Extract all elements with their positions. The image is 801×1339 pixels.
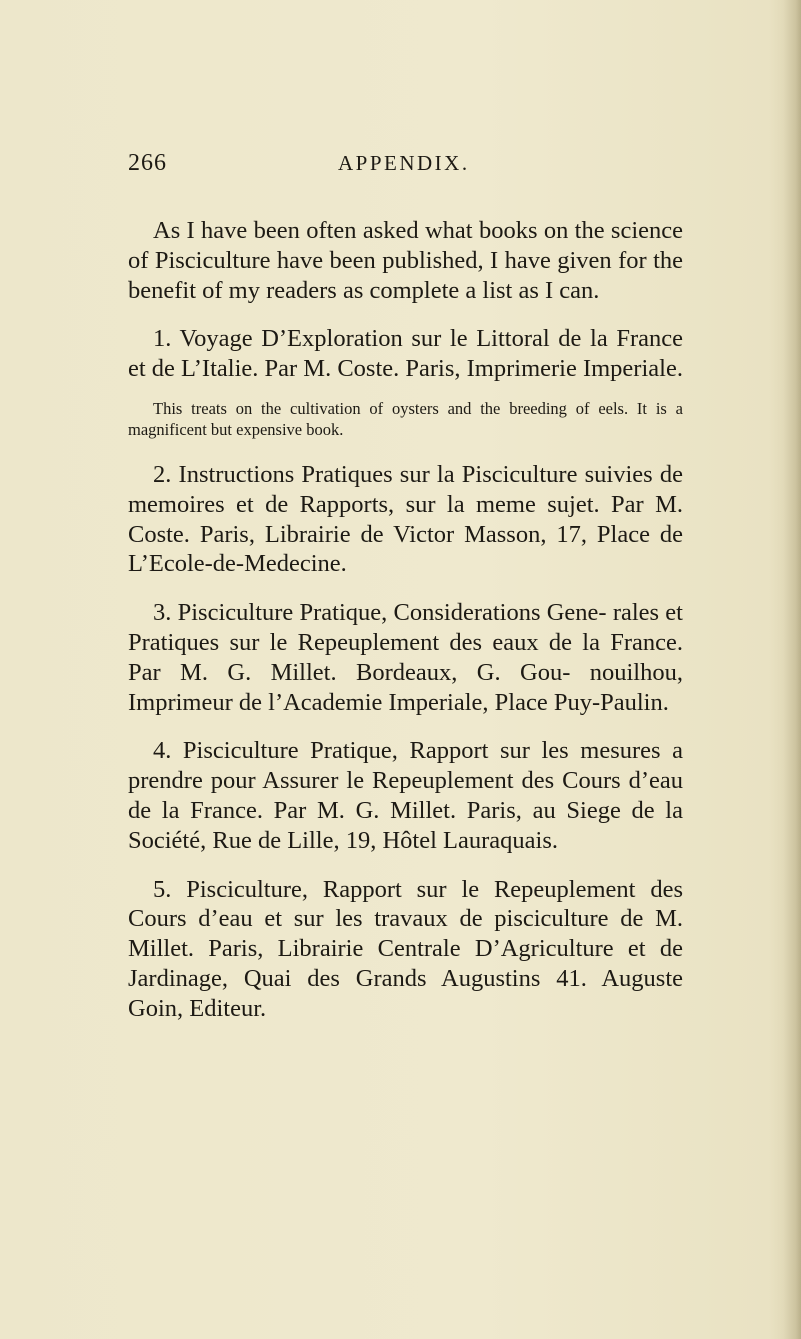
entry-5: 5. Pisciculture, Rapport sur le Repeuplement des Cours d’eau et sur les travaux de pisciculture de M. Millet. Paris, Librairie Centrale D’Agriculture et de Jardinage, Quai des Grands Augustins 41. Auguste Goin, Editeur. [128,875,683,1022]
page-header [128,150,688,180]
entry-4: 4. Pisciculture Pratique, Rapport sur les mesures a prendre pour Assurer le Repeuplement des Cours d’eau de la France. Par M. G. Millet. Paris, au Siege de la Société, Rue de Lille, 19, Hôtel Lauraquais. [128,737,683,854]
entry-3: 3. Pisciculture Pratique, Considerations Gene- rales et Pratiques sur le Repeuplement des eaux de la France. Par M. G. Millet. Bordeaux, G. Gou- nouilhou, Imprimeur de l’Academie Imperiale, Place Puy-Paulin. [128,599,683,716]
page-edge-shadow [783,0,801,1339]
page-body [128,216,683,1024]
page-number: 266 [128,150,167,176]
entry-1: 1. Voyage D’Exploration sur le Littoral de la France et de L’Italie. Par M. Coste. Paris, Imprimerie Imperiale. [128,325,683,383]
entry-2: 2. Instructions Pratiques sur la Pisciculture suivies de memoires et de Rapports, sur la meme sujet. Par M. Coste. Paris, Librairie de Victor Masson, 17, Place de L’Ecole-de-Medecine. [128,460,683,578]
entry-1-note: This treats on the cultivation of oysters and the breeding of eels. It is a magnificent but expensive book. [128,398,683,439]
running-head: APPENDIX. [338,151,470,175]
intro-paragraph: As I have been often asked what books on the science of Pisciculture have been published, I have given for the benefit of my readers as complete a list as I can. [128,217,683,304]
